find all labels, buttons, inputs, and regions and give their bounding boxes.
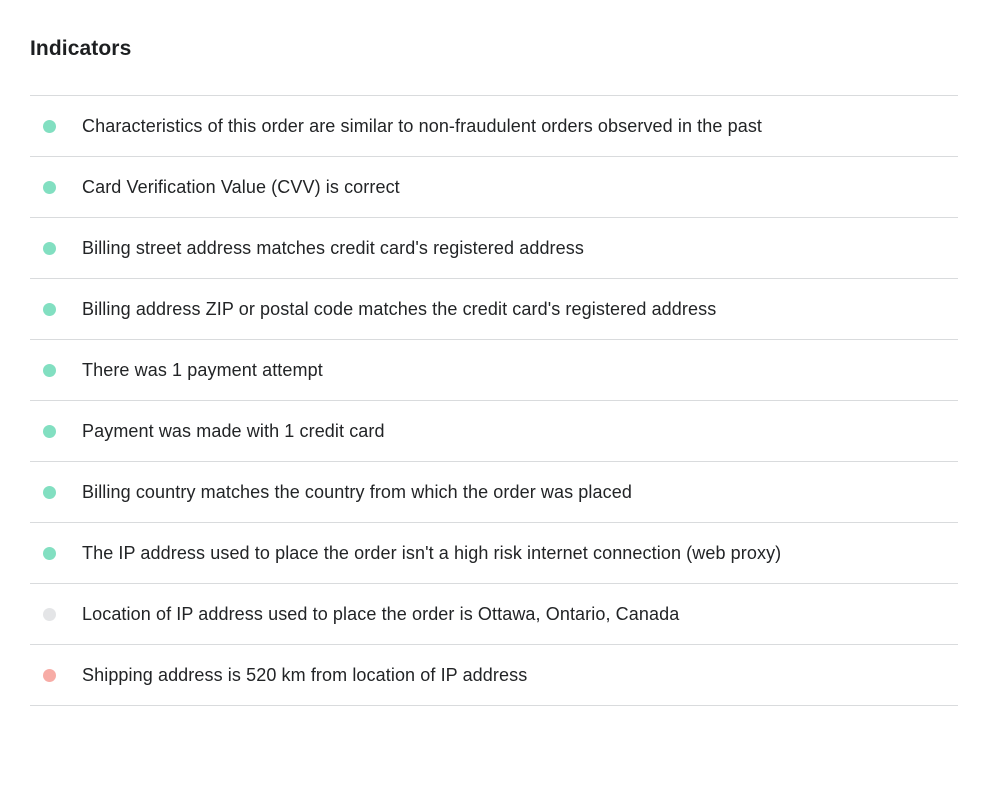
indicator-text: Characteristics of this order are similar to non-fraudulent orders observed in the past [82, 116, 763, 136]
indicator-text: The IP address used to place the order isn't a high risk internet connection (web proxy) [82, 543, 782, 563]
indicator-row [30, 522, 958, 583]
indicator-text: Shipping address is 520 km from location of IP address [82, 665, 528, 685]
indicator-text: Card Verification Value (CVV) is correct [82, 177, 400, 197]
status-dot-icon-neutral [43, 608, 56, 621]
indicator-text: Location of IP address used to place the order is Ottawa, Ontario, Canada [82, 604, 680, 624]
indicator-row [30, 217, 958, 278]
indicator-text: There was 1 payment attempt [82, 360, 323, 380]
indicator-text: Billing street address matches credit card's registered address [82, 238, 584, 258]
indicator-text: Payment was made with 1 credit card [82, 421, 385, 441]
indicator-row [30, 339, 958, 400]
status-dot-icon-positive [43, 242, 56, 255]
indicator-row [30, 400, 958, 461]
status-dot-icon-negative [43, 669, 56, 682]
indicator-text: Billing country matches the country from which the order was placed [82, 482, 632, 502]
status-dot-icon-positive [43, 364, 56, 377]
status-dot-icon-positive [43, 303, 56, 316]
status-dot-icon-positive [43, 486, 56, 499]
status-dot-icon-positive [43, 547, 56, 560]
indicator-row [30, 278, 958, 339]
status-dot-icon-positive [43, 181, 56, 194]
indicator-row [30, 461, 958, 522]
indicator-row [30, 95, 958, 156]
indicator-row [30, 644, 958, 705]
indicator-row [30, 583, 958, 644]
indicators-list [30, 95, 958, 706]
indicator-text: Billing address ZIP or postal code matches the credit card's registered address [82, 299, 717, 319]
panel-title: Indicators [30, 37, 132, 60]
status-dot-icon-positive [43, 120, 56, 133]
status-dot-icon-positive [43, 425, 56, 438]
indicator-row [30, 156, 958, 217]
